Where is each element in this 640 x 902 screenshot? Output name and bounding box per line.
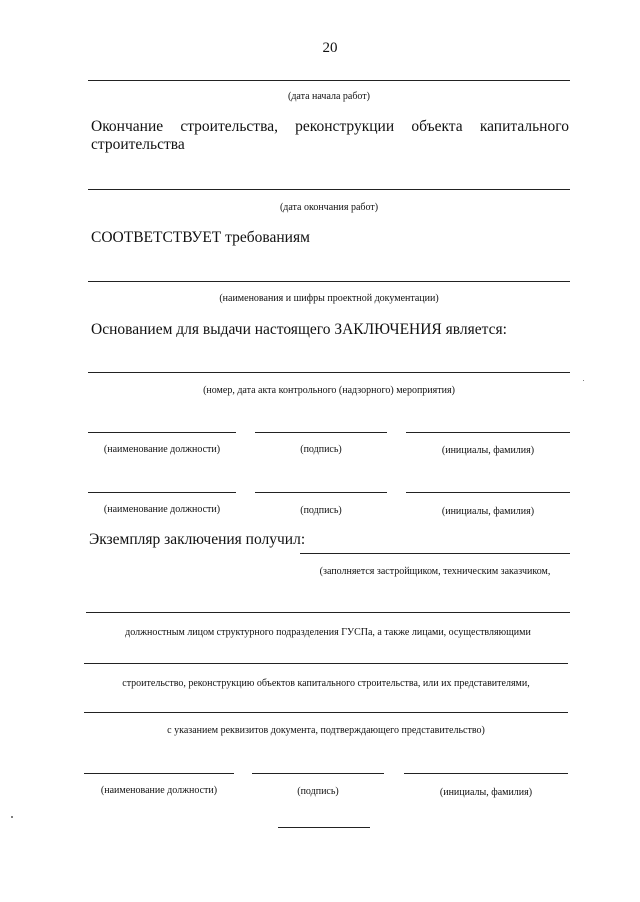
received-line-4: [84, 712, 568, 713]
received-caption-1: (заполняется застройщиком, техническим заказчиком,: [319, 566, 551, 577]
sig3-signature-line: [252, 773, 384, 774]
sig1-signature-line: [255, 432, 387, 433]
end-date-caption: (дата окончания работ): [279, 202, 379, 213]
end-word-2: строительства,: [180, 118, 278, 135]
sig3-position-caption: (наименование должности): [100, 785, 218, 796]
page-number: 20: [322, 40, 338, 56]
sig1-position-caption: (наименование должности): [103, 444, 221, 455]
basis-line: [88, 372, 570, 373]
end-word-1: Окончание: [91, 118, 164, 135]
received-text: Экземпляр заключения получил:: [89, 531, 306, 548]
received-caption-4: с указанием реквизитов документа, подтверждающего представительство): [167, 725, 485, 736]
compliance-caption: (наименования и шифры проектной документации): [219, 293, 439, 304]
basis-text: Основанием для выдачи настоящего ЗАКЛЮЧЕНИЯ является:: [91, 321, 507, 338]
end-construction-line1: [91, 118, 569, 136]
received-line-3: [84, 663, 568, 664]
sig1-name-caption: (инициалы, фамилия): [441, 445, 535, 456]
sig3-position-line: [84, 773, 234, 774]
sig3-name-caption: (инициалы, фамилия): [439, 787, 533, 798]
start-date-caption: (дата начала работ): [288, 91, 370, 102]
sig1-position-line: [88, 432, 236, 433]
end-word-4: объекта: [411, 118, 463, 135]
sig3-name-line: [404, 773, 568, 774]
scan-speck: [583, 380, 584, 381]
compliance-text: СООТВЕТСТВУЕТ требованиям: [91, 229, 310, 246]
sig1-name-line: [406, 432, 570, 433]
received-line: [300, 553, 570, 554]
sig2-name-caption: (инициалы, фамилия): [441, 506, 535, 517]
received-caption-2: должностным лицом структурного подразделения ГУСПа, а также лицами, осуществляющими: [125, 627, 531, 638]
end-date-line: [88, 189, 570, 190]
sig1-signature-caption: (подпись): [300, 444, 342, 455]
received-caption-3: строительство, реконструкцию объектов капитального строительства, или их представителями,: [122, 678, 530, 689]
sig2-signature-line: [255, 492, 387, 493]
sig2-position-line: [88, 492, 236, 493]
end-word-5: капитального: [479, 118, 569, 135]
compliance-line: [88, 281, 570, 282]
end-word-3: реконструкции: [295, 118, 395, 135]
sig2-name-line: [406, 492, 570, 493]
received-line-2: [86, 612, 570, 613]
end-construction-line2: строительства: [91, 136, 185, 153]
basis-caption: (номер, дата акта контрольного (надзорного) мероприятия): [203, 385, 455, 396]
sig2-position-caption: (наименование должности): [103, 504, 221, 515]
start-date-line: [88, 80, 570, 81]
sig2-signature-caption: (подпись): [300, 505, 342, 516]
closing-line: [278, 827, 370, 828]
sig3-signature-caption: (подпись): [297, 786, 339, 797]
scan-speck: [11, 816, 13, 818]
